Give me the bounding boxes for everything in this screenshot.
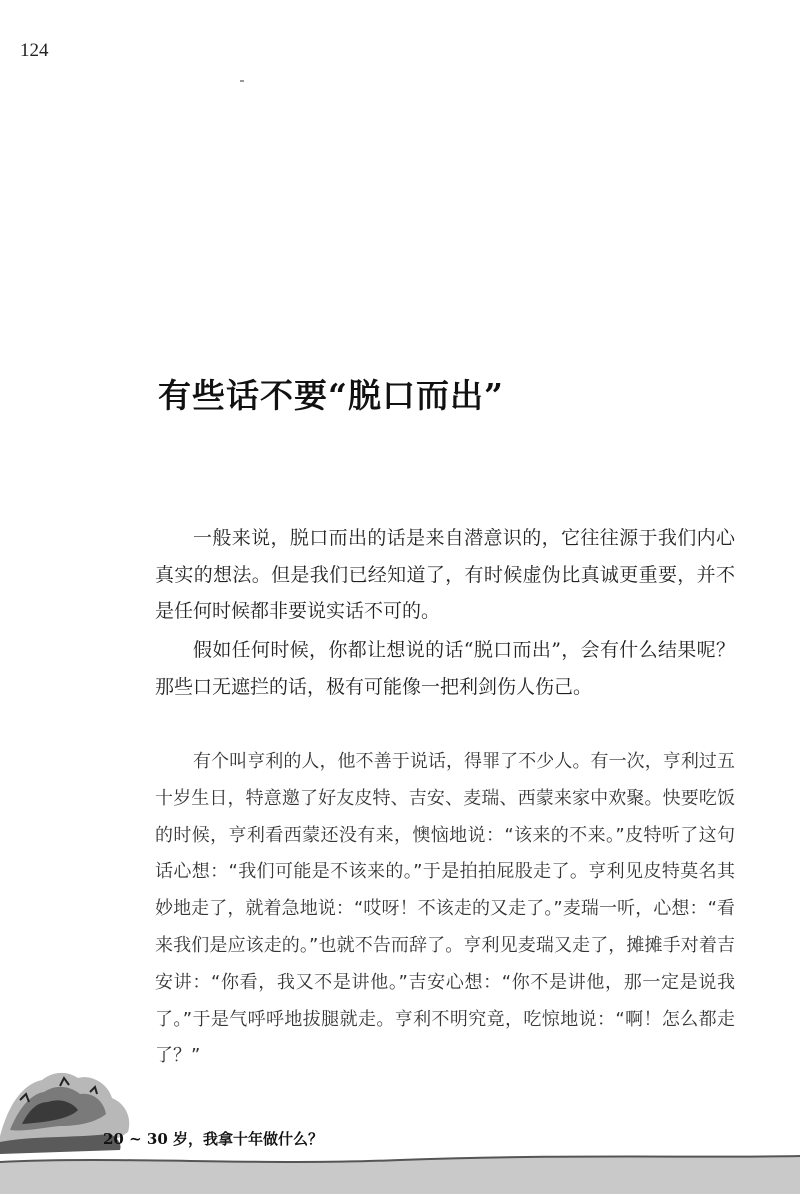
print-speck (240, 80, 244, 82)
article-title: 有些话不要“脱口而出” (158, 376, 504, 415)
intro-paragraph-2: 假如任何时候，你都让想说的话“脱口而出”，会有什么结果呢？那些口无遮拦的话，极有可能像一把利剑伤人伤己。 (155, 639, 735, 698)
footer-book-title: 20 ~ 30 岁，我拿十年做什么？ (103, 1130, 323, 1148)
page-number: 124 (20, 40, 49, 61)
footer-band (0, 1148, 800, 1194)
story-paragraph: 有个叫亨利的人，他不善于说话，得罪了不少人。有一次，亨利过五十岁生日，特意邀了好友皮特、吉安、麦瑞、西蒙来家中欢聚。快要吃饭的时候，亨利看西蒙还没有来，懊恼地说：“该来的不来。”皮特听了这句话心想：“我们可能是不该来的。”于是拍拍屁股走了。亨利见皮特莫名其妙地走了，就着急地说：“哎呀！不该走的又走了。”麦瑞一听，心想：“看来我们是应该走的。”也就不告而辞了。亨利见麦瑞又走了，摊摊手对着吉安讲：“你看，我又不是讲他。”吉安心想：“你不是讲他，那一定是说我了。”于是气呼呼地拔腿就走。亨利不明究竟，吃惊地说：“啊！怎么都走了？” (155, 751, 735, 1067)
intro-paragraph-1: 一般来说，脱口而出的话是来自潜意识的，它往往源于我们内心真实的想法。但是我们已经知道了，有时候虚伪比真诚更重要，并不是任何时候都非要说实话不可的。 (155, 527, 735, 622)
